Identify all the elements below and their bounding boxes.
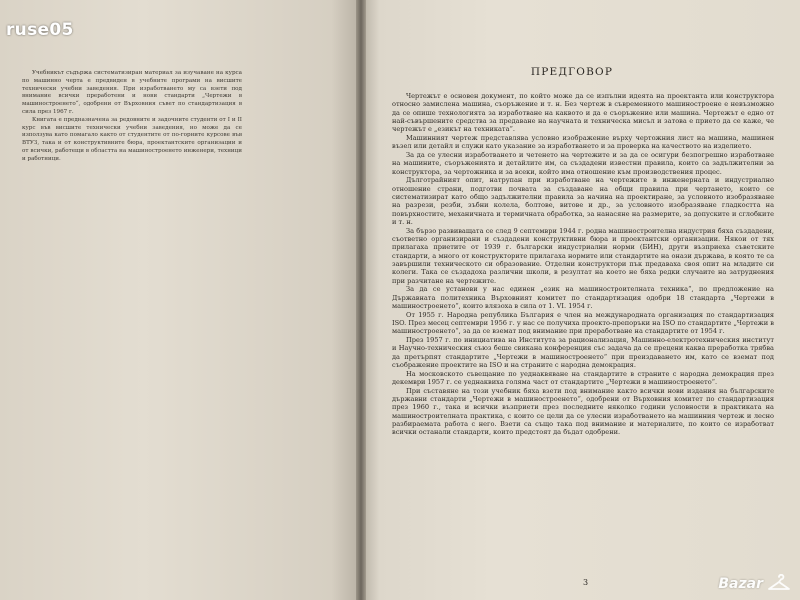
page-number: 3	[583, 578, 589, 587]
watermark-top-left: ruse05	[6, 20, 74, 40]
left-page	[0, 0, 360, 600]
paragraph: От 1955 г. Народна република България е член на международната организация по стандартизация ISO. През месец септември 1956 г. у нас се получиха проекто-препоръки на ISO по стандартите „Чертежи в машиностроенето“, за да се вземат под внимание при преработване на стандартите от 1954 г.	[392, 310, 774, 336]
preface-body	[392, 92, 774, 437]
paragraph: За да се установи у нас единен „език на машиностроителната техника“, по предложение на Държавната политехника Върховният комитет по стандартизация одобри 18 стандарта „Чертежи в машиностроенето“, които влязоха в сила от 1. VI. 1954 г.	[392, 285, 774, 310]
paragraph: Машинният чертеж представлява условно изображение върху чертожния лист на машина, машинен възел или детайл и служи като указание за изработването и за проверка на качеството на изделието.	[392, 133, 774, 151]
paragraph: Дълготрайният опит, натрупан при изработване на чертежите в инженерната и индустриално отношение страни, подготви почвата за създаване на общи правила при чертането, които се систематизират като общо задължителни правила за начина на проектиране, за условното изобразяване на разрези, резби, зъбни колела, болтове, витове и др., за условното изобразяване гладкостта на повърхностите, механичната и термичната обработка, за нанасяне на размерите, за допуските и сглобките и т. н.	[392, 176, 774, 226]
paragraph: За да се улесни изработването и четенето на чертежите и за да се осигури безпогрешно изработване на машините, съоръженията и детайлите им, са създадени известни правила, които са задължителни за конструктора, за чертожника и за всеки, който има отношение към производствения процес.	[392, 151, 774, 176]
hanger-icon	[766, 574, 792, 594]
paragraph: Чертежът е основен документ, по който може да се изпълни идеята на проектанта или конструктора относно замислена машина, съоръжение и т. н. Без чертеж в съвременното машиностроене е невъзможно да се опише технологията за изработване на каквото и да е съоръжение или машина. Чертежът е едно от най-съвършените средства за предаване на научната и техническа мисъл и затова е прието да се каже, че чертежът е „езикът на техниката“.	[392, 92, 774, 134]
book-gutter	[356, 0, 366, 600]
watermark-bottom-right	[718, 574, 792, 594]
paragraph: За бързо развиващата се след 9 септември 1944 г. родна машиностроителна индустрия бяха създадени, съответно организирани и създадени конструктивни бюра и проектантски организации. Някои от тях прилагаха приетите от 1939 г. български индустриални норми (БИН), други възприеха съветските стандарти, а много от конструкторите прилагаха нормите или стандартите на онази държава, в която те са завършили техническото си образование. Отделни конструктори пък предаваха своя опит на младите си колеги. Така се създадоха различни школи, в резултат на което не бяха редки случаите на затруднения при разчитане на чертежите.	[392, 226, 774, 285]
left-page-abstract	[22, 70, 242, 164]
page-heading: ПРЕДГОВОР	[530, 66, 614, 78]
watermark-label: Bazar	[718, 576, 763, 592]
paragraph: При съставяне на този учебник бяха взети под внимание както всички нови издания на българските държавни стандарти „Чертежи в машиностроенето“, одобрени от Върховния комитет по стандартизация през 1960 г., така и всички възприети през последните няколко години условности в практиката на машиностроителната практика, с които се цели да се улесни изработването на машинния чертеж и лесно разбираемата работа с него. Взети са също така под внимание и материалите, по които се изработват всички останали стандарти, които предстоят да бъдат одобрени.	[392, 386, 774, 437]
paragraph: На московското съвещание по уеднаквяване на стандартите в страните с народна демокрация през декември 1957 г. се уеднаквиха голяма част от стандартите „Чертежи в машиностроенето“.	[392, 369, 774, 387]
abstract-paragraph: Учебникът съдържа систематизиран материал за изучаване на курса по машинно черта е предвиден в учебните програми на висшите технически учебни заведения. При изработването му са взети под внимание всички преработени и нови стандарти „Чертежи в машиностроенето“, одобрени от Върховния съвет по стандартизация в сила през 1967 г.	[22, 70, 242, 115]
abstract-paragraph: Книгата е предназначена за редовните и задочните студенти от I и II курс във висшите технически учебни заведения, но може да се използува като помагало както от студентите от по-горните курсове във ВТУЗ, така и от конструктивните бюра, проектантските организации и от всички, работещи в областта на машиностроенето инженери, техници и работници.	[22, 116, 242, 162]
paragraph: През 1957 г. по инициатива на Института за рационализация, Машинно-електротехническия институт и Научно-техническия съюз беше свикана конференция със задача да се прецени каква преработка трябва да претърпят стандартите „Чертежи в машиностроенето“ при преиздаването им, като се вземат под съображение проектите на ISO и на страните с народна демокрация.	[392, 336, 774, 369]
